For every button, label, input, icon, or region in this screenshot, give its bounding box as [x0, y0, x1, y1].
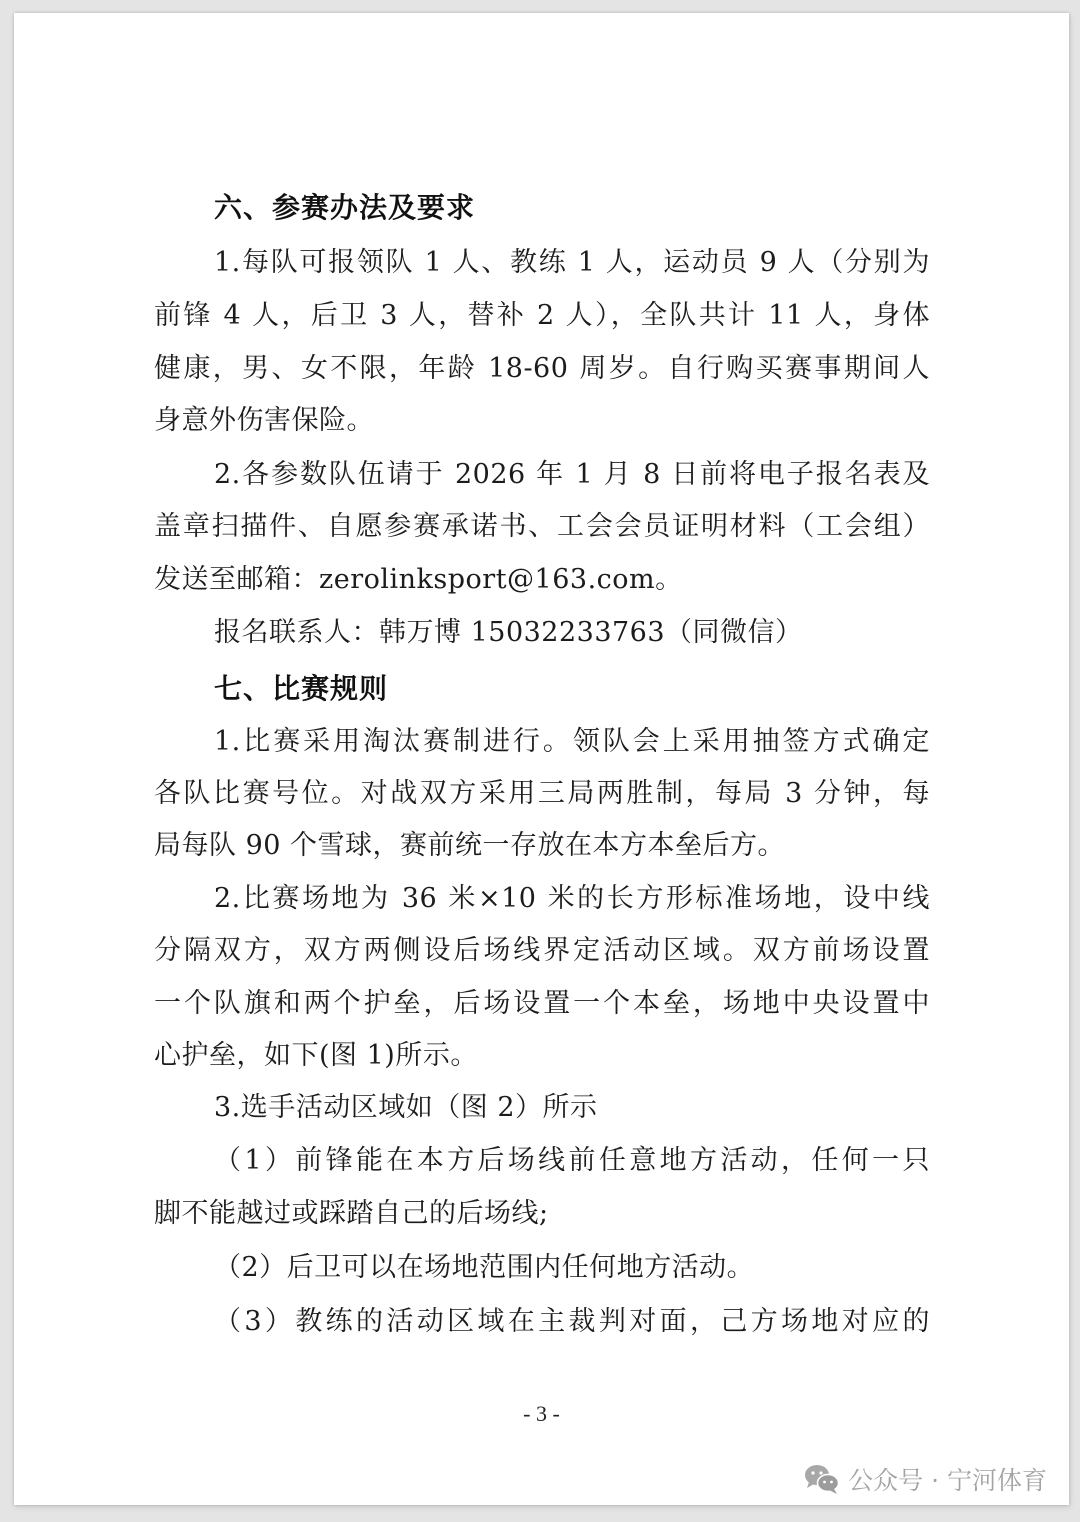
email-line: 发送至邮箱：zerolinksport@163.com。 — [154, 564, 683, 595]
contact-line: 报名联系人：韩万博 15032233763（同微信） — [214, 617, 803, 648]
paragraph-line: 1.比赛采用淘汰赛制进行。领队会上采用抽签方式确定 — [214, 726, 930, 757]
paragraph-line: 健康，男、女不限，年龄 18-60 周岁。自行购买赛事期间人 — [154, 353, 930, 384]
paragraph-line: 一个队旗和两个护垒，后场设置一个本垒，场地中央设置中 — [154, 988, 930, 1019]
paragraph-line: （1）前锋能在本方后场线前任意地方活动，任何一只 — [214, 1145, 930, 1176]
paragraph-line: （3）教练的活动区域在主裁判对面，己方场地对应的 — [214, 1306, 930, 1337]
paragraph-line: 2.比赛场地为 36 米×10 米的长方形标准场地，设中线 — [214, 883, 930, 914]
paragraph-line: （2）后卫可以在场地范围内任何地方活动。 — [214, 1252, 755, 1283]
paragraph-line: 盖章扫描件、自愿参赛承诺书、工会会员证明材料（工会组） — [154, 511, 930, 542]
paragraph-line: 脚不能越过或踩踏自己的后场线; — [154, 1198, 549, 1229]
paragraph-line: 心护垒，如下(图 1)所示。 — [154, 1040, 478, 1071]
paragraph-line: 分隔双方，双方两侧设后场线界定活动区域。双方前场设置 — [154, 935, 930, 966]
section-heading-7: 七、比赛规则 — [214, 672, 389, 705]
document-page — [14, 13, 1069, 1505]
watermark — [804, 1459, 1047, 1499]
watermark-label: 公众号 · 宁河体育 — [848, 1466, 1047, 1495]
paragraph-line: 3.选手活动区域如（图 2）所示 — [214, 1092, 598, 1123]
wechat-icon — [804, 1463, 840, 1495]
paragraph-line: 前锋 4 人，后卫 3 人，替补 2 人），全队共计 11 人，身体 — [154, 300, 930, 331]
paragraph-line: 身意外伤害保险。 — [154, 405, 374, 436]
paragraph-line: 1.每队可报领队 1 人、教练 1 人，运动员 9 人（分别为 — [214, 247, 930, 278]
page-number: - 3 - — [523, 1401, 560, 1426]
section-heading-6: 六、参赛办法及要求 — [214, 191, 476, 224]
paragraph-line: 2.各参数队伍请于 2026 年 1 月 8 日前将电子报名表及 — [214, 459, 930, 490]
paragraph-line: 局每队 90 个雪球，赛前统一存放在本方本垒后方。 — [154, 830, 786, 861]
paragraph-line: 各队比赛号位。对战双方采用三局两胜制，每局 3 分钟，每 — [154, 778, 930, 809]
